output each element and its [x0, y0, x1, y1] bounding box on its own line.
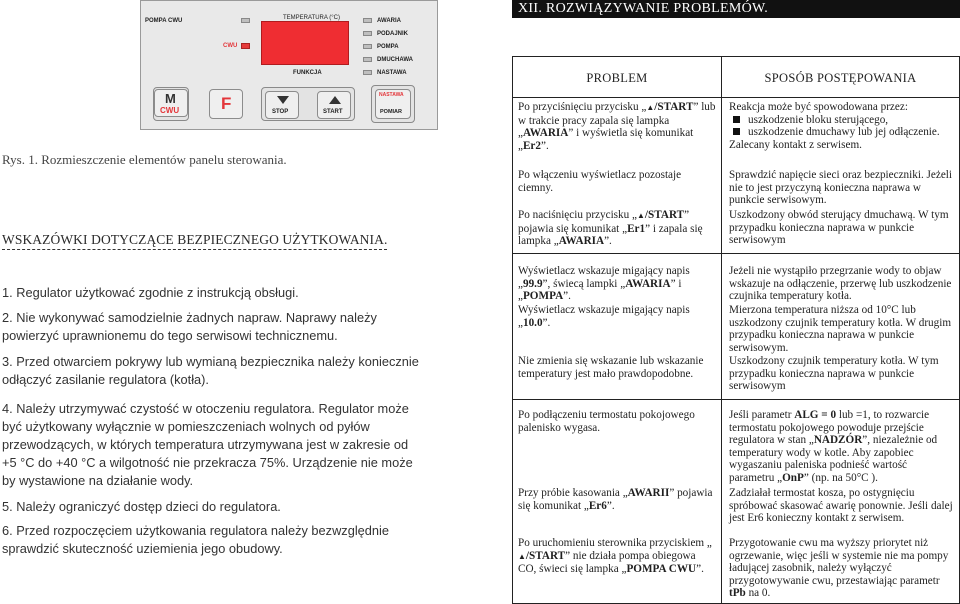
cwu-label: CWU	[223, 43, 238, 49]
rule-number: 2.	[2, 310, 13, 325]
pompa-cwu-indicator	[241, 18, 250, 23]
solution-8: Zadziałał termostat kosza, po ostygnięciu spróbować skasować awarię ponownie. Jeśli dalej jest Er6 konieczny kontakt z serwisem.	[729, 487, 953, 524]
rule-number: 3.	[2, 354, 13, 369]
m-key-label: M	[165, 91, 176, 106]
solution-9	[729, 537, 955, 600]
bold-term: AWARIA	[522, 127, 569, 139]
text: Zalecany kontakt z serwisem.	[729, 138, 862, 151]
text: ”, świecą lampki „	[542, 277, 626, 290]
rule-3	[2, 353, 422, 389]
status-dmuchawa-label: DMUCHAWA	[377, 57, 413, 63]
text: uszkodzenie bloku sterującego,	[748, 113, 889, 126]
rule-4	[2, 400, 422, 490]
text: ” (np. na 50°C ).	[803, 471, 878, 484]
dmuchawa-indicator	[363, 57, 372, 62]
m-cwu-button[interactable]	[154, 89, 188, 117]
rule-text: Należy ograniczyć dostęp dzieci do regulatora.	[16, 499, 281, 514]
problem-1	[518, 101, 716, 152]
awaria-indicator	[363, 18, 372, 23]
text: Po uruchomieniu sterownika przyciskiem „	[518, 537, 712, 549]
row-divider	[513, 253, 959, 254]
podajnik-indicator	[363, 31, 372, 36]
solution-7	[729, 409, 955, 484]
header-solution: SPOSÓB POSTĘPOWANIA	[764, 71, 917, 85]
rule-6	[2, 522, 422, 558]
bold-term: Er2	[522, 139, 541, 152]
bold-term: AWARII	[627, 487, 670, 499]
start-key-label: START	[323, 109, 343, 115]
text: Po naciśnięciu przycisku „	[518, 209, 637, 221]
start-arrow-icon: ▲	[637, 211, 645, 220]
rule-text: Przed otwarciem pokrywy lub wymianą bezpiecznika należy koniecznie odłączyć zasilanie regulatora (kotła).	[2, 354, 419, 387]
solution-6: Uszkodzony czujnik temperatury kotła. W tym przypadku konieczna naprawa w punkcie serwisowym	[729, 355, 939, 392]
bold-term: Er6	[588, 499, 607, 512]
text: uszkodzenie dmuchawy lub jej odłączenie.	[748, 126, 940, 138]
section-title: XII. ROZWIĄZYWANIE PROBLEMÓW.	[512, 0, 960, 18]
control-panel-figure	[140, 0, 438, 130]
bold-term: AWARIA	[558, 235, 605, 247]
bold-term: 10.0	[522, 316, 543, 329]
down-arrow-icon	[277, 96, 289, 104]
key-name: /START	[525, 549, 566, 562]
text: ” pojawia się komunikat „	[518, 209, 690, 235]
up-arrow-icon	[329, 96, 341, 104]
text: Wyświetlacz wskazuje migający napis „	[518, 265, 690, 290]
safety-heading: WSKAZÓWKI DOTYCZĄCE BEZPIECZNEGO UŻYTKOWANIA.	[2, 232, 387, 250]
text: na 0.	[745, 587, 771, 599]
cwu-led	[241, 43, 250, 49]
nastawa-key-label: NASTAWA	[379, 92, 404, 98]
rule-2	[2, 309, 422, 345]
solution-5: Mierzona temperatura niższa od 10°C lub uszkodzony czujnik temperatury kotła. W drugim przypadku konieczna naprawa w punkcie serwisowym.	[729, 304, 952, 354]
text: ”.	[606, 499, 615, 512]
status-nastawa-label: NASTAWA	[377, 70, 407, 76]
text: ” lub w trakcie pracy zapala się lampka „	[518, 101, 716, 139]
key-name: /START	[644, 209, 685, 221]
cwu-key-label: CWU	[160, 106, 180, 115]
key-name: /START	[654, 101, 694, 113]
bold-term: tPb	[729, 587, 746, 599]
solution-2: Sprawdzić napięcie sieci oraz bezpieczniki. Jeżeli nie to jest przyczyną konieczna naprawa w punkcie serwisowym.	[729, 169, 953, 206]
square-bullet-icon	[733, 116, 740, 123]
text: ”.	[563, 290, 571, 302]
rule-number: 6.	[2, 523, 13, 538]
temperature-display	[261, 21, 349, 65]
text: Jeśli parametr	[729, 409, 795, 421]
bullet-item	[729, 114, 955, 127]
text: ”.	[696, 563, 704, 575]
bold-term: 99.9	[522, 277, 543, 290]
temperatura-label: TEMPERATURA (°C)	[283, 15, 340, 21]
f-key-label: F	[221, 94, 232, 113]
header-problem: PROBLEM	[586, 71, 648, 85]
start-button[interactable]	[317, 91, 351, 119]
bullet-item	[729, 126, 955, 139]
text: ”.	[604, 235, 612, 247]
text: Reakcja może być spowodowana przez:	[729, 101, 908, 113]
problem-2: Po włączeniu wyświetlacz pozostaje ciemny.	[518, 169, 682, 194]
status-podajnik-label: PODAJNIK	[377, 31, 409, 37]
nastawa-indicator	[363, 70, 372, 75]
rule-text: Przed rozpoczęciem użytkowania regulatora należy bezwzględnie sprawdzić skuteczność uziemienia jego obudowy.	[2, 523, 389, 556]
text: ” i wyświetla się komunikat „	[518, 127, 694, 152]
start-arrow-icon: ▲	[646, 103, 655, 112]
bold-term: NADZÓR	[813, 434, 863, 446]
problem-6: Nie zmienia się wskazanie lub wskazanie temperatury jest mało prawdopodobne.	[518, 355, 704, 380]
text: Po przyciśnięciu przycisku „	[518, 101, 647, 113]
text: ” i zapala się lampka „	[518, 222, 703, 247]
problem-3	[518, 209, 716, 248]
funkcja-label: FUNKCJA	[293, 70, 322, 76]
pompa-cwu-label: POMPA CWU	[145, 18, 183, 24]
status-awaria-label: AWARIA	[377, 18, 401, 24]
rule-text: Należy utrzymywać czystość w otoczeniu regulatora. Regulator może być użytkowany wyłącznie w pomieszczeniach wolnych od pyłów przewodzących, w których temperatura utrzymywana jest w zakresie od +5 °C do +40 °C a wilgotność nie przekracza 75%. Urządzenie nie może by wystawione na działanie wody.	[2, 401, 413, 488]
solution-4: Jeżeli nie wystąpiło przegrzanie wody to objaw wskazuje na odłączenie, przerwę lub uszkodzenie czujnika temperatury kotła.	[729, 265, 952, 302]
rule-text: Nie wykonywać samodzielnie żadnych napraw. Naprawy należy powierzyć uprawnionemu do tego serwisowi technicznemu.	[2, 310, 377, 343]
text: Przy próbie kasowania „	[518, 487, 628, 499]
column-divider	[721, 57, 722, 603]
f-button[interactable]	[209, 89, 243, 119]
bold-term: POMPA CWU	[626, 563, 697, 575]
text: ” nie działa pompa obiegowa CO, świeci się lampka „	[518, 549, 696, 575]
nastawa-pomiar-button[interactable]	[375, 89, 411, 119]
bold-term: POMPA	[522, 290, 564, 302]
problem-4	[518, 265, 716, 303]
text: ”, niezależnie od temperatury wody w kotle. Aby zapobiec wygaszaniu paleniska podnieść wartość parametru „	[729, 434, 938, 484]
stop-button[interactable]	[265, 91, 299, 119]
troubleshooting-table	[512, 56, 960, 604]
problem-9	[518, 537, 716, 576]
bold-term: OnP	[782, 471, 804, 484]
rule-text: Regulator użytkować zgodnie z instrukcją obsługi.	[16, 285, 299, 300]
status-pompa-label: POMPA	[377, 44, 399, 50]
pomiar-key-label: POMIAR	[380, 109, 402, 115]
text: Przygotowanie cwu ma wyższy priorytet niż ogrzewanie, więc jeśli w systemie nie ma pompy ładującej zasobnik, należy wyłączyć przygotowywanie cwu, przestawiając parametr	[729, 537, 949, 587]
problem-8	[518, 487, 720, 512]
row-divider	[513, 399, 959, 400]
problem-5	[518, 304, 716, 329]
text: ”.	[541, 139, 549, 152]
text: lub =1, to rozwarcie termostatu pokojowego powoduje przejście regulatora w stan „	[729, 409, 930, 446]
rule-5	[2, 498, 422, 516]
solution-3: Uszkodzony obwód sterujący dmuchawą. W tym przypadku konieczna naprawa w punkcie serwisowym	[729, 209, 949, 246]
bold-term: ALG = 0	[794, 409, 837, 421]
stop-key-label: STOP	[272, 109, 289, 115]
pompa-indicator	[363, 44, 372, 49]
text: ”.	[542, 316, 551, 329]
rule-number: 4.	[2, 401, 13, 416]
bold-term: Er1	[627, 222, 646, 235]
rule-number: 1.	[2, 285, 13, 300]
rule-1	[2, 284, 422, 302]
bold-term: AWARIA	[625, 277, 671, 290]
figure-caption: Rys. 1. Rozmieszczenie elementów panelu sterowania.	[2, 152, 287, 167]
text: ” pojawia się komunikat „	[518, 487, 713, 512]
rule-number: 5.	[2, 499, 13, 514]
problem-7: Po podłączeniu termostatu pokojowego palenisko wygasa.	[518, 409, 695, 434]
start-arrow-icon: ▲	[518, 551, 526, 561]
header-divider	[513, 97, 959, 98]
text: ” i „	[518, 277, 682, 302]
solution-1	[729, 101, 955, 151]
text: Wyświetlacz wskazuje migający napis „	[518, 304, 690, 329]
square-bullet-icon	[733, 128, 740, 135]
